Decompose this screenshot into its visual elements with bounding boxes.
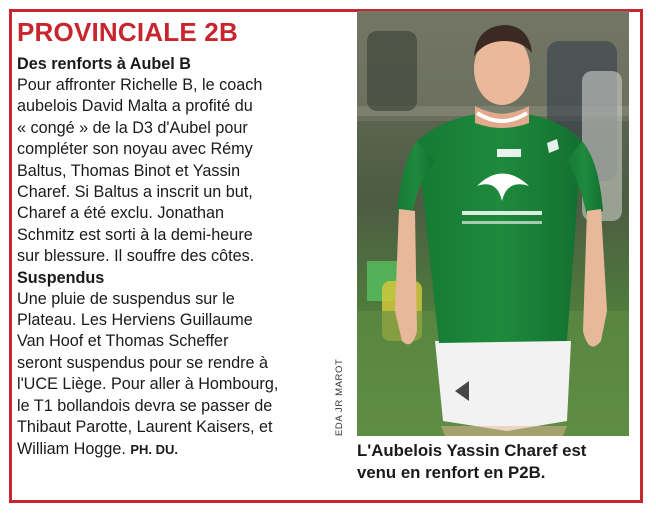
player-photo (357, 11, 629, 436)
photo-caption (357, 440, 632, 484)
body-line: Van Hoof et Thomas Scheffer (17, 332, 229, 351)
story2-heading: Suspendus (17, 268, 105, 287)
body-line-last (17, 439, 337, 460)
player-illustration (357, 11, 629, 436)
section-title: PROVINCIALE 2B (17, 17, 238, 47)
body-line: Baltus, Thomas Binot et Yassin (17, 161, 241, 180)
body-line: sur blessure. Il souffre des côtes. (17, 247, 255, 266)
body-line: Une pluie de suspendus sur le (17, 289, 235, 308)
caption-line: venu en renfort en P2B. (357, 463, 546, 482)
body-line: Thibaut Parotte, Laurent Kaisers, et (17, 418, 273, 437)
body-line: aubelois David Malta a profité du (17, 97, 253, 116)
body-line: « congé » de la D3 d'Aubel pour (17, 118, 248, 137)
article-text-column (17, 16, 337, 460)
body-line: Pour affronter Richelle B, le coach (17, 76, 263, 94)
body-text: William Hogge. (17, 439, 126, 458)
story2-body (17, 289, 337, 460)
author-signature: PH. DU. (130, 441, 179, 457)
body-line: Plateau. Les Herviens Guillaume (17, 311, 253, 330)
body-line: Charef a été exclu. Jonathan (17, 204, 224, 223)
body-line: seront suspendus pour se rendre à (17, 353, 269, 372)
photo-credit: EDA JR MAROT (334, 358, 345, 436)
caption-line: L'Aubelois Yassin Charef est (357, 441, 587, 460)
story1-body (17, 75, 337, 268)
body-line: l'UCE Liège. Pour aller à Hombourg, (17, 375, 279, 394)
story1-heading: Des renforts à Aubel B (17, 55, 191, 73)
body-line: Schmitz est sorti à la demi-heure (17, 225, 253, 244)
body-line: compléter son noyau avec Rémy (17, 140, 253, 159)
body-line: Charef. Si Baltus a inscrit un but, (17, 183, 253, 202)
body-line: le T1 bollandois devra se passer de (17, 396, 273, 415)
